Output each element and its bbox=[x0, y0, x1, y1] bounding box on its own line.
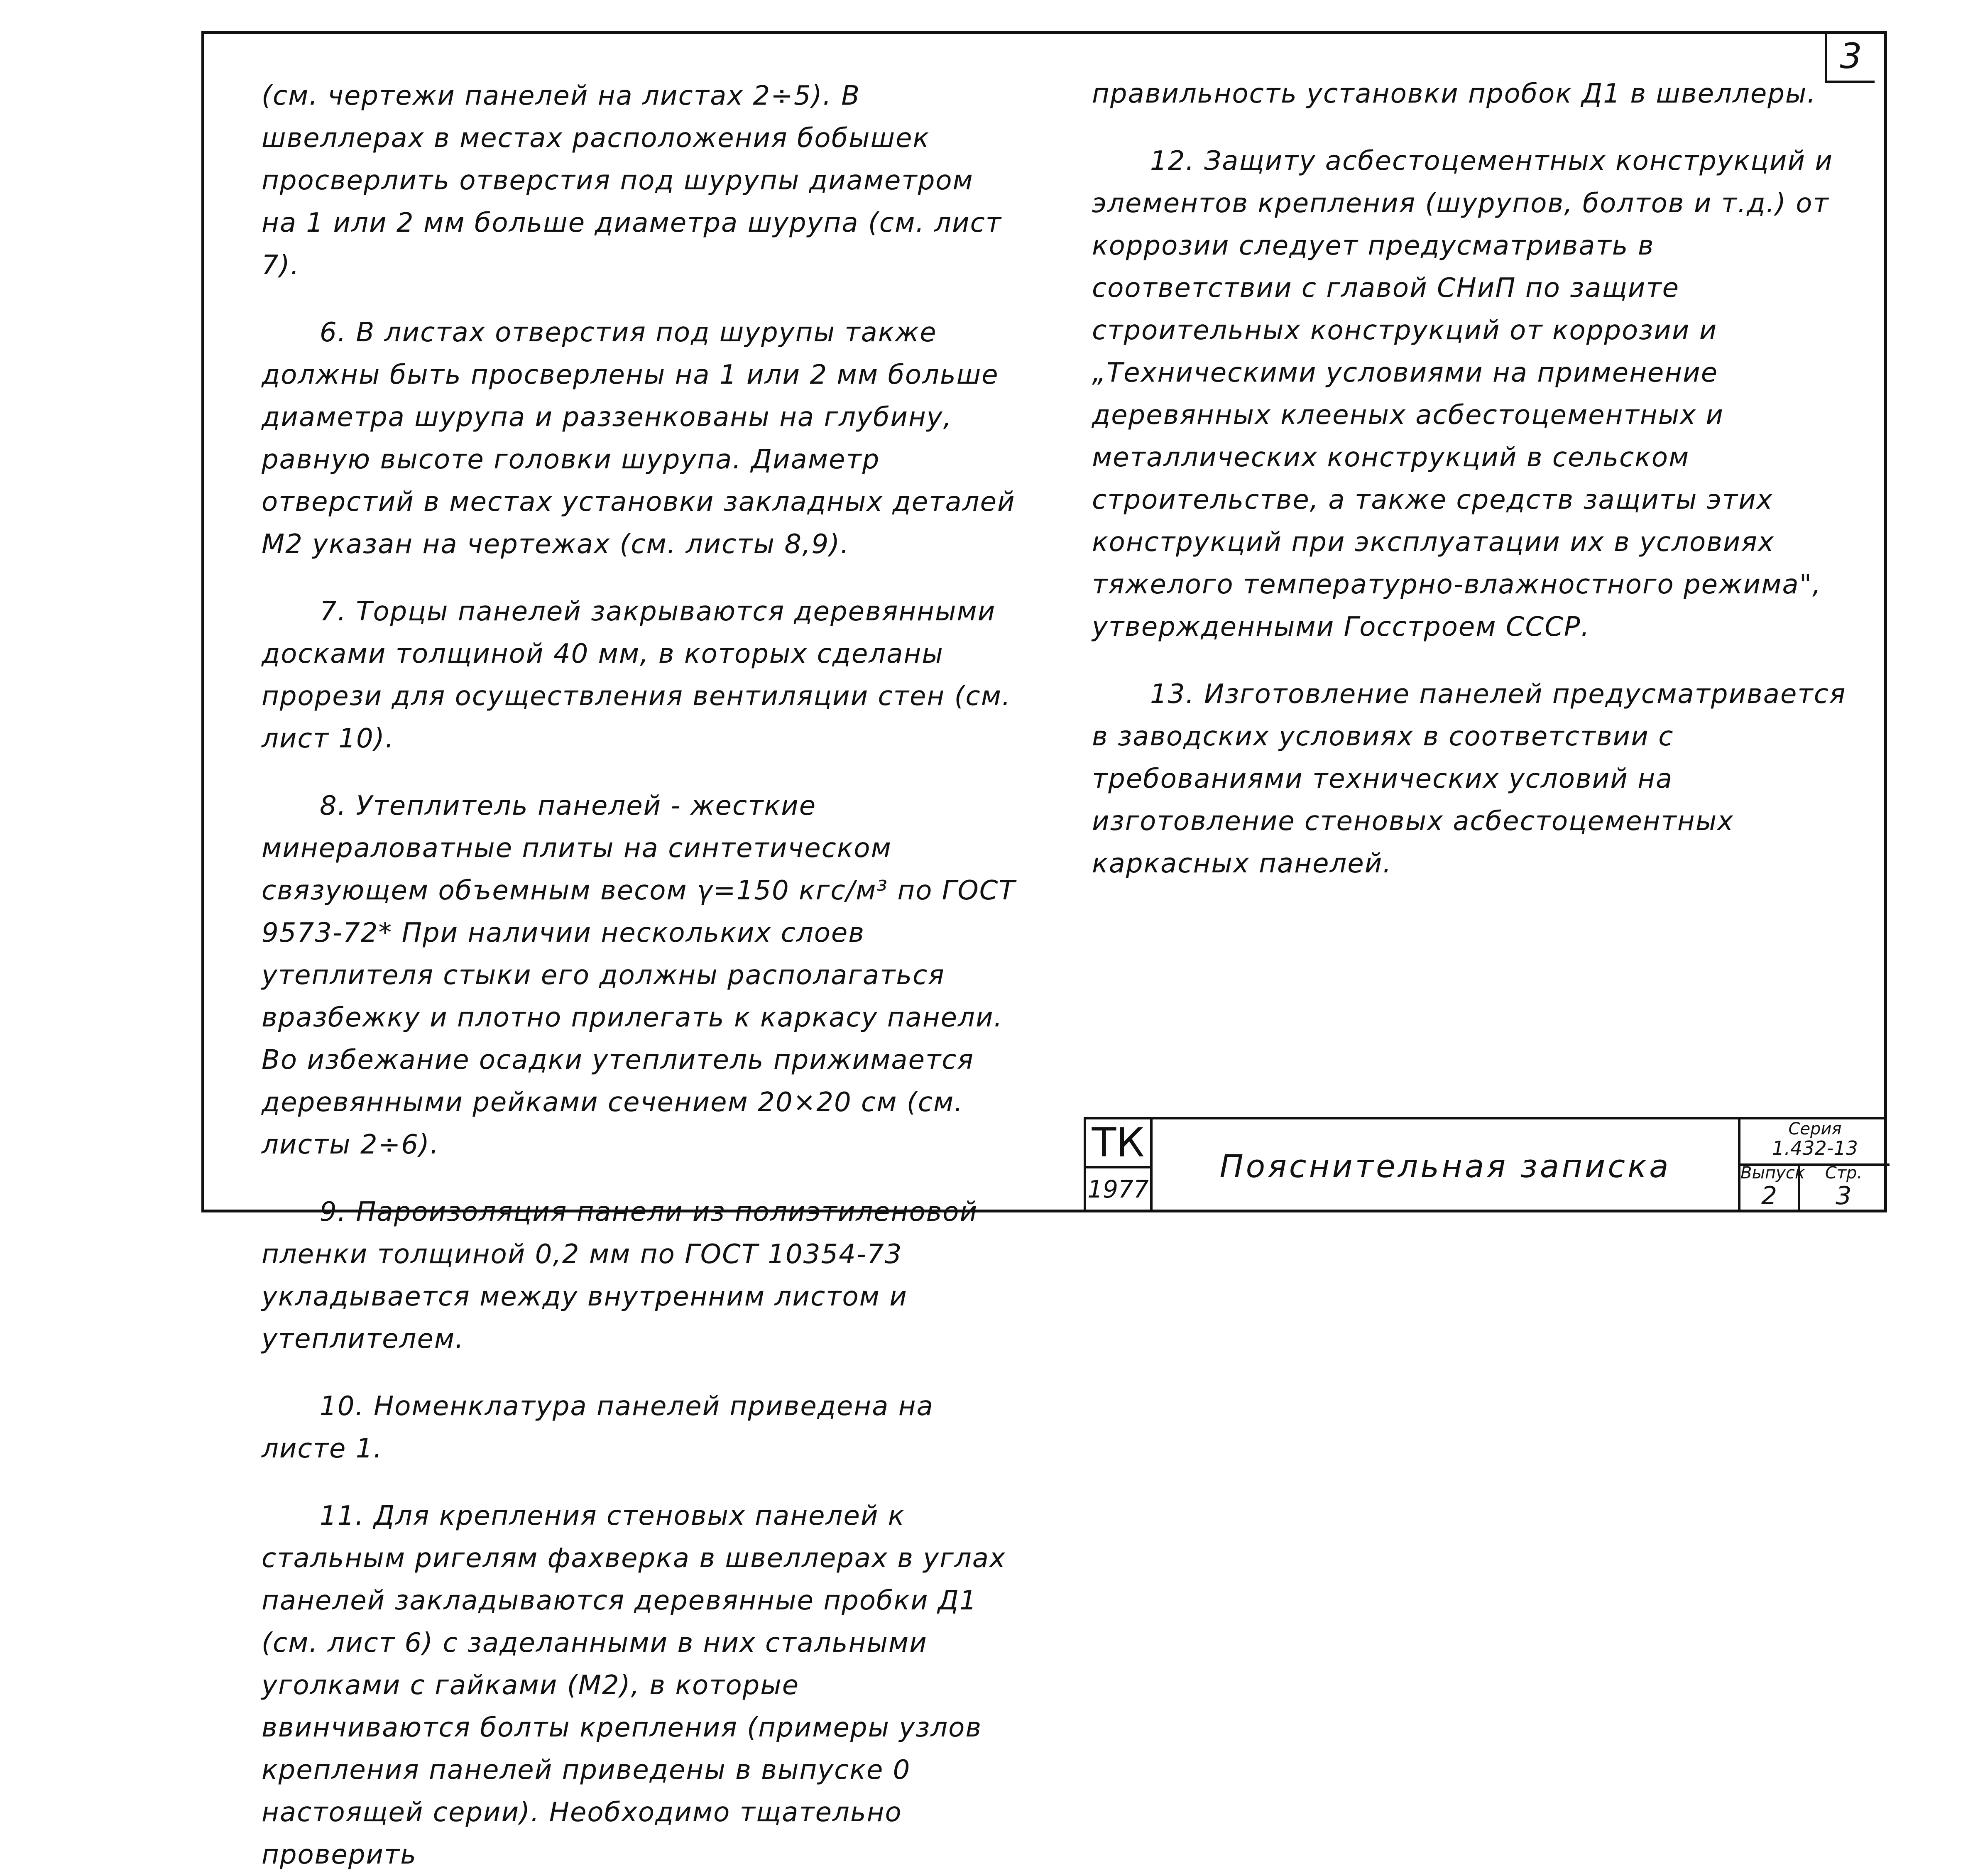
issue-cell bbox=[1738, 1163, 1805, 1212]
page-value: 3 bbox=[1836, 1181, 1852, 1210]
paragraph: (см. чертежи панелей на листах 2÷5). В швеллерах в местах расположения бобышек просверлить отверстия под шурупы диаметром на 1 или 2 мм больше диаметра шурупа (см. лист 7). bbox=[262, 81, 1002, 281]
series-value: 1.432-13 bbox=[1772, 1137, 1858, 1159]
right-text-column bbox=[1092, 73, 1848, 885]
title-block bbox=[1084, 1117, 1887, 1212]
series-label: Серия bbox=[1788, 1119, 1842, 1139]
paragraph: 7. Торцы панелей закрываются деревянными досками толщиной 40 мм, в которых сделаны прорези для осуществления вентиляции стен (см. лист 10). bbox=[262, 596, 1011, 754]
paragraph: 10. Номенклатура панелей приведена на листе 1. bbox=[262, 1391, 934, 1464]
paragraph: 6. В листах отверстия под шурупы также должны быть просверлены на 1 или 2 мм больше диаметра шурупа и раззенкованы на глубину, равную высоте головки шурупа. Диаметр отверстий в местах установки закладных деталей М2 указан на чертежах (см. листы 8,9). bbox=[262, 317, 1016, 560]
issue-value: 2 bbox=[1761, 1181, 1777, 1210]
paragraph: 13. Изготовление панелей предусматривается в заводских условиях в соответствии с требованиями технических условий на изготовление стеновых асбестоцементных каркасных панелей. bbox=[1092, 679, 1846, 879]
paragraph: правильность установки пробок Д1 в швеллеры. bbox=[1092, 78, 1816, 109]
issue-label: Выпуск bbox=[1740, 1163, 1805, 1183]
paragraph: 9. Пароизоляция панели из полиэтиленовой пленки толщиной 0,2 мм по ГОСТ 10354-73 укладывается между внутренним листом и утеплителем. bbox=[262, 1197, 978, 1354]
page-cell bbox=[1798, 1163, 1890, 1212]
page-label: Стр. bbox=[1825, 1163, 1863, 1183]
document-title: Пояснительная записка bbox=[1219, 1147, 1671, 1185]
year: 1977 bbox=[1086, 1166, 1153, 1212]
org-code: ТК bbox=[1086, 1119, 1153, 1168]
left-text-column bbox=[262, 75, 1017, 1876]
paragraph: 8. Утеплитель панелей - жесткие минераловатные плиты на синтетическом связующем объемным весом γ=150 кгс/м³ по ГОСТ 9573-72* При наличии нескольких слоев утеплителя стыки его должны располагаться вразбежку и плотно прилегать к каркасу панели. Во избежание осадки утеплитель прижимается деревянными рейками сечением 20×20 см (см. листы 2÷6). bbox=[262, 791, 1016, 1160]
paragraph: 12. Защиту асбестоцементных конструкций и элементов крепления (шурупов, болтов и т.д.) от коррозии следует предусматривать в соответствии с главой СНиП по защите строительных конструкций от коррозии и „Техническими условиями на применение деревянных клееных асбестоцементных и металлических конструкций в сельском строительстве, а также средств защиты этих конструкций при эксплуатации их в условиях тяжелого температурно-влажностного режима", утвержденными Госстроем СССР. bbox=[1092, 146, 1833, 642]
paragraph: 11. Для крепления стеновых панелей к стальным ригелям фахверка в швеллерах в углах панелей закладываются деревянные пробки Д1 (см. лист 6) с заделанными в них стальными уголками с гайками (М2), в которые ввинчиваются болты крепления (примеры узлов крепления панелей приведены в выпуске 0 настоящей серии). Необходимо тщательно проверить bbox=[262, 1501, 1006, 1870]
sheet-number: 3 bbox=[1825, 31, 1875, 83]
series-cell bbox=[1738, 1119, 1890, 1166]
